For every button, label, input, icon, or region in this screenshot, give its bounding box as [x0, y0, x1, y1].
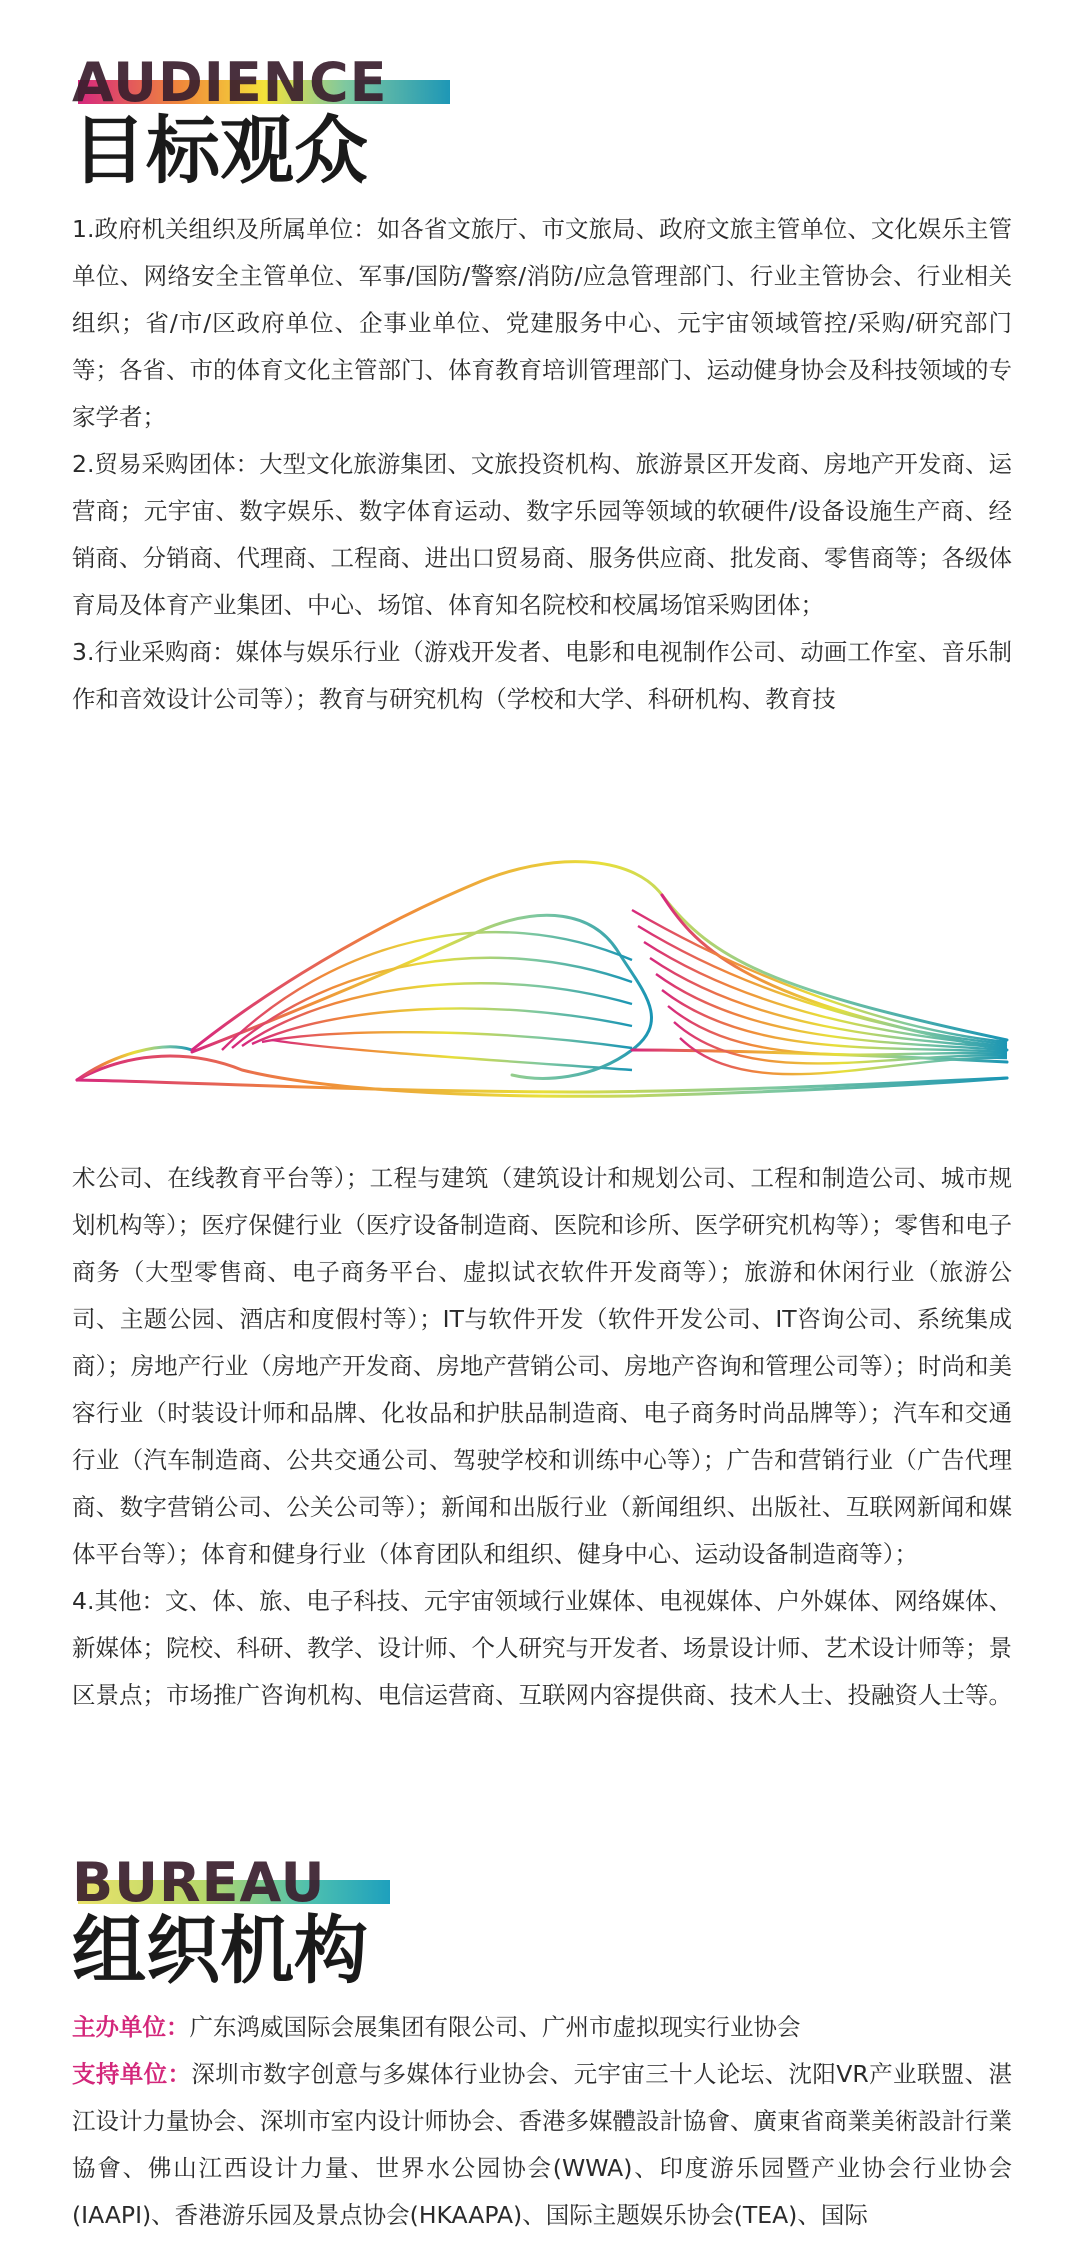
audience-item-3-start: 3.行业采购商：媒体与娱乐行业（游戏开发者、电影和电视制作公司、动画工作室、音乐制作和音效设计公司等）；教育与研究机构（学校和大学、科研机构、教育技: [72, 638, 1012, 713]
bureau-heading: [72, 1852, 1012, 1992]
bureau-en-title: BUREAU: [72, 1851, 326, 1914]
roof-cross-line: [232, 958, 632, 1048]
audience-item-2: 2.贸易采购团体：大型文化旅游集团、文旅投资机构、旅游景区开发商、房地产开发商、运营商；元宇宙、数字娱乐、数字体育运动、数字乐园等领域的软硬件/设备设施生产商、经销商、分销商、代理商、工程商、进出口贸易商、服务供应商、批发商、零售商等；各级体育局及体育产业集团、中心、场馆、体育知名院校和校属场馆采购团体；: [72, 450, 1012, 619]
roof-cross-line: [272, 1040, 632, 1070]
host-text: 广东鸿威国际会展集团有限公司、广州市虚拟现实行业协会: [189, 2013, 801, 2041]
audience-item-3-cont: 术公司、在线教育平台等）；工程与建筑（建筑设计和规划公司、工程和制造公司、城市规划机构等）；医疗保健行业（医疗设备制造商、医院和诊所、医学研究机构等）；零售和电子商务（大型零售商、电子商务平台、虚拟试衣软件开发商等）；旅游和休闲行业（旅游公司、主题公园、酒店和度假村等）；IT与软件开发（软件开发公司、IT咨询公司、系统集成商）；房地产行业（房地产开发商、房地产营销公司、房地产咨询和管理公司等）；时尚和美容行业（时装设计师和品牌、化妆品和护肤品制造商、电子商务时尚品牌等）；汽车和交通行业（汽车制造商、公共交通公司、驾驶学校和训练中心等）；广告和营销行业（广告代理商、数字营销公司、公关公司等）；新闻和出版行业（新闻组织、出版社、互联网新闻和媒体平台等）；体育和健身行业（体育团队和组织、健身中心、运动设备制造商等）；: [72, 1164, 1012, 1568]
bureau-cn-title: 组织机构: [72, 1908, 368, 1994]
audience-item-1: 1.政府机关组织及所属单位：如各省文旅厅、市文旅局、政府文旅主管单位、文化娱乐主管单位、网络安全主管单位、军事/国防/警察/消防/应急管理部门、行业主管协会、行业相关组织；省/市/区政府单位、企事业单位、党建服务中心、元宇宙领域管控/采购/研究部门等；各省、市的体育文化主管部门、体育教育培训管理部门、运动健身协会及科技领域的专家学者；: [72, 215, 1012, 431]
audience-cn-title: 目标观众: [72, 108, 368, 194]
bureau-en-title-block: [72, 1852, 1012, 1914]
bureau-body: [72, 2004, 1012, 2239]
audience-en-title-block: [72, 52, 1012, 114]
base-curve-1: [77, 1078, 1007, 1092]
roof-ribs: [202, 885, 1007, 1082]
audience-item-4: 4.其他：文、体、旅、电子科技、元宇宙领域行业媒体、电视媒体、户外媒体、网络媒体、新媒体；院校、科研、教学、设计师、个人研究与开发者、场景设计师、艺术设计师等；景区景点；市场推广咨询机构、电信运营商、互联网内容提供商、技术人士、投融资人士等。: [72, 1587, 1012, 1709]
roof-outer: [192, 862, 1007, 1050]
support-label: 支持单位：: [72, 2060, 192, 2088]
support-text: 深圳市数字创意与多媒体行业协会、元宇宙三十人论坛、沈阳VR产业联盟、湛江设计力量协会、深圳市室内设计师协会、香港多媒體設計協會、廣東省商業美術設計行業協會、佛山江西设计力量、世界水公园协会(WWA)、印度游乐园暨产业协会行业协会(IAAPI)、香港游乐园及景点协会(HKAAPA)、国际主题娱乐协会(TEA)、国际: [72, 2060, 1012, 2229]
support-units: [72, 2051, 1012, 2239]
roof-mid-edge: [662, 895, 1007, 1050]
audience-text-bottom: [72, 1155, 1012, 1719]
audience-en-title: AUDIENCE: [72, 51, 388, 114]
audience-text-top: [72, 206, 1012, 723]
audience-heading: [72, 52, 1012, 192]
left-wing: [77, 1047, 192, 1080]
host-units: [72, 2004, 1012, 2051]
host-label: 主办单位：: [72, 2013, 190, 2041]
stadium-illustration: [72, 800, 1012, 1110]
